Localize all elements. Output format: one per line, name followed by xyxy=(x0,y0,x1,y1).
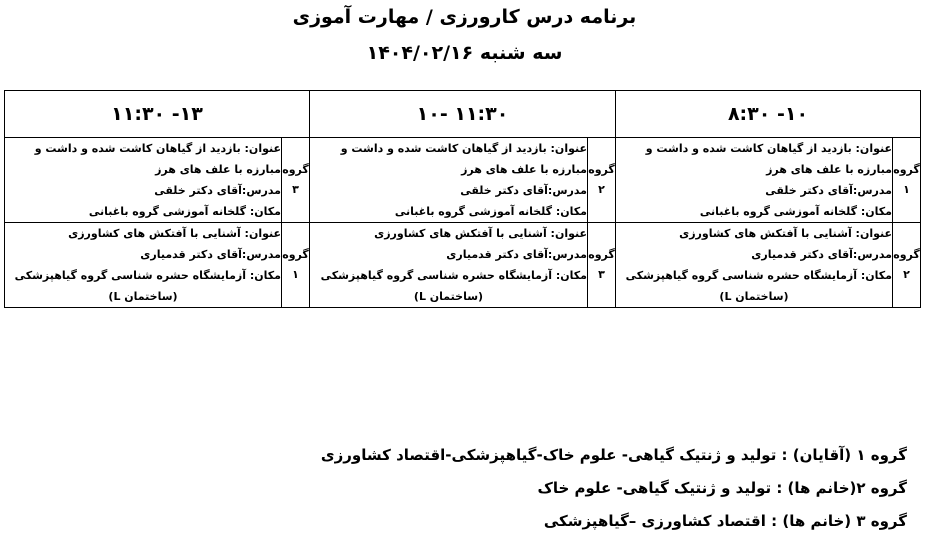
session-topic: عنوان: بازدید از گیاهان کاشت شده و داشت و xyxy=(340,142,587,155)
session-building: (ساختمان L) xyxy=(108,290,178,303)
session-topic-cont: مبارزه با علف های هرز xyxy=(461,163,587,176)
time-slot-1: ۸:۳۰ -۱۰ xyxy=(616,91,921,138)
session-place: مکان: گلخانه آموزشی گروه باغبانی xyxy=(88,205,281,218)
group-number: ۲ xyxy=(598,183,605,196)
session-cell xyxy=(310,223,588,308)
session-place: مکان: آزمایشگاه حشره شناسی گروه گیاهپزشکی xyxy=(14,269,281,282)
group-label: گروه xyxy=(588,163,615,176)
session-building: (ساختمان L) xyxy=(413,290,484,303)
group-cell xyxy=(282,223,310,308)
session-place: مکان: گلخانه آموزشی گروه باغبانی xyxy=(394,205,587,218)
session-building: (ساختمان L) xyxy=(719,290,789,303)
group-number: ۳ xyxy=(292,183,299,196)
group-cell xyxy=(588,138,616,223)
group-3-majors: گروه ۳ (خانم ها) : اقتصاد کشاورزی –گیاهپزشکی xyxy=(543,512,907,530)
group-2-majors: گروه ۲(خانم ها) : تولید و ژنتیک گیاهی- علوم خاک xyxy=(537,479,907,497)
schedule-table xyxy=(4,90,921,308)
session-topic: عنوان: بازدید از گیاهان کاشت شده و داشت و xyxy=(34,142,281,155)
session-topic: عنوان: آشنایی با آفتکش های کشاورزی xyxy=(679,227,892,240)
group-cell xyxy=(282,138,310,223)
session-teacher: مدرس:آقای دکتر قدمیاری xyxy=(751,248,892,261)
time-slot-2: ۱۰- ۱۱:۳۰ xyxy=(310,91,616,138)
group-number: ۱ xyxy=(292,268,299,281)
group-cell xyxy=(893,223,921,308)
group-label: گروه xyxy=(588,248,615,261)
group-cell xyxy=(893,138,921,223)
session-teacher: مدرس:آقای دکتر قدمیاری xyxy=(446,248,587,261)
session-cell xyxy=(5,223,282,308)
table-row xyxy=(5,223,921,308)
session-topic-cont: مبارزه با علف های هرز xyxy=(155,163,281,176)
session-place: مکان: آزمایشگاه حشره شناسی گروه گیاهپزشکی xyxy=(625,269,892,282)
group-label: گروه xyxy=(893,248,920,261)
session-place: مکان: آزمایشگاه حشره شناسی گروه گیاهپزشکی xyxy=(320,269,587,282)
group-cell xyxy=(588,223,616,308)
group-label: گروه xyxy=(282,163,309,176)
date-line: سه شنبه ۱۴۰۴/۰۲/۱۶ xyxy=(366,42,563,64)
session-teacher: مدرس:آقای دکتر خلقی xyxy=(154,184,281,197)
session-teacher: مدرس:آقای دکتر قدمیاری xyxy=(140,248,281,261)
group-label: گروه xyxy=(282,248,309,261)
group-number: ۱ xyxy=(903,183,910,196)
session-topic-cont: مبارزه با علف های هرز xyxy=(766,163,892,176)
group-number: ۳ xyxy=(598,268,605,281)
group-number: ۲ xyxy=(903,268,910,281)
table-row xyxy=(5,138,921,223)
group-1-majors: گروه ۱ (آقایان) : تولید و ژنتیک گیاهی- علوم خاک-گیاهپزشکی-اقتصاد کشاورزی xyxy=(320,446,907,464)
time-header-row xyxy=(5,91,921,138)
session-topic: عنوان: بازدید از گیاهان کاشت شده و داشت و xyxy=(645,142,892,155)
session-cell xyxy=(616,138,893,223)
session-cell xyxy=(310,138,588,223)
session-topic: عنوان: آشنایی با آفتکش های کشاورزی xyxy=(374,227,587,240)
group-label: گروه xyxy=(893,163,920,176)
session-teacher: مدرس:آقای دکتر خلقی xyxy=(765,184,892,197)
page-title: برنامه درس کارورزی / مهارت آموزی xyxy=(292,6,637,28)
session-cell xyxy=(5,138,282,223)
session-teacher: مدرس:آقای دکتر خلقی xyxy=(460,184,587,197)
session-topic: عنوان: آشنایی با آفتکش های کشاورزی xyxy=(68,227,281,240)
time-slot-3: ۱۱:۳۰ -۱۳ xyxy=(5,91,310,138)
session-place: مکان: گلخانه آموزشی گروه باغبانی xyxy=(699,205,892,218)
session-cell xyxy=(616,223,893,308)
